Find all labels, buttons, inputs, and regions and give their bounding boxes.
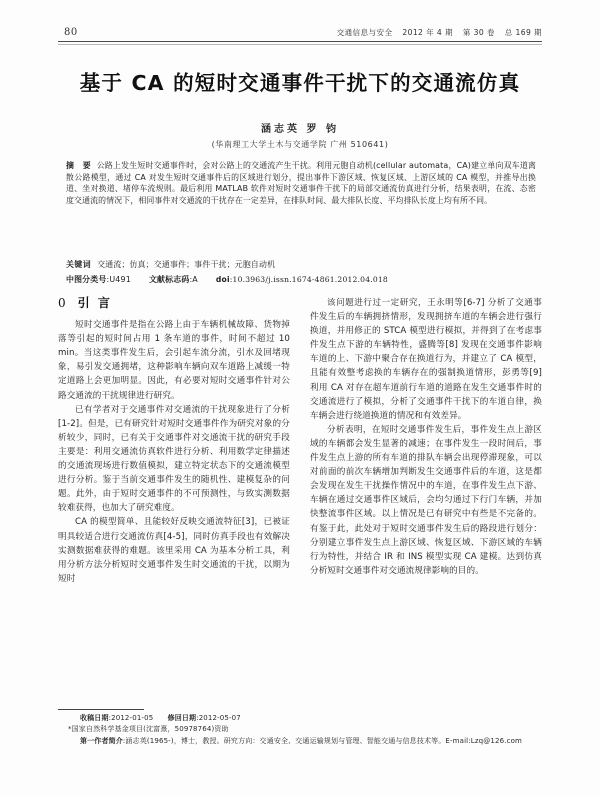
section-title: 引 言 [77, 296, 112, 310]
clc-segment: 中图分类号:U491 [66, 275, 131, 284]
abstract-paragraph [66, 160, 536, 206]
header-rule-secondary [58, 44, 542, 45]
footnote-fund-line [58, 724, 542, 735]
article-authors: 涵志英 罗 钧 [261, 124, 339, 135]
running-head [58, 22, 542, 38]
footnote-dates-line: 收稿日期:2012-01-05 修回日期:2012-05-07 [80, 714, 241, 722]
doccode-segment: 文献标志码:A [148, 275, 198, 284]
doi-label: doi [215, 275, 230, 284]
revised-value: 2012-05-07 [198, 714, 241, 722]
paragraph: 该问题进行过一定研究，王永明等[6-7] 分析了交通事件发生后的车辆拥挤情形，发现拥挤车道的车辆会进行强行换道，并用修正的 STCA 模型进行模拟，并得到了在考虑事件发生点下游的车辆特性，盛腾等[8] 发现在交通事件影响车道的上、下游中聚合存在换道行为，并建立了 CA 模型，且能有效整考虑换的车辆存在的强制换道情形，彭勇等[9] 利用 CA 对存在超车道前行车道的道路在发生交通事件时的交通流进行了模拟，分析了交通事件干扰下的车道自律，换车辆会进行绕道换道的情况和有效差异。 [310, 298, 542, 421]
abstract-block [66, 160, 536, 206]
section-number: 0 [58, 296, 68, 310]
journal-issue: 总 169 期 [504, 28, 542, 37]
received-label: 收稿日期 [80, 714, 109, 722]
doi-value: 10.3963/j.issn.1674-4861.2012.04.018 [232, 275, 388, 284]
journal-volume: 第 30 卷 [462, 28, 495, 37]
page-number: 80 [64, 27, 78, 38]
footnote-block [58, 713, 542, 747]
section-heading [58, 296, 290, 310]
article-title: 基于 CA 的短时交通事件干扰下的交通流仿真 [79, 71, 521, 95]
keywords-line [66, 259, 536, 271]
paragraph: 短时交通事件是指在公路上由于车辆机械故障、货物掉落等引起的短时间占用 1 条车道的事件，时间不超过 10 min。当这类事件发生后，会引起车流分流，引水及回堵现象，易引发交通拥堵，这种影响车辆向双车道路上减缓一特定道路上会更加明显。因此，有必要对短时交通事件针对公路交通流的干扰规律进行研究。 [58, 320, 290, 401]
body-column-left [58, 296, 290, 586]
paragraph: 分析表明，在短时交通事件发生后，事件发生点上游区域的车辆都会发生显著的减速；在事件发生一段时间后，事件发生点上游的所有车道的排队车辆会出现停滞现象，可以对前面的前次车辆增加判断发生交通事件后的车道，这是都会发现在发生干扰操作情况中的车道，在事件发生点下游、车辆在通过交通事件区域后，会均匀通过下行门车辆，并加快整流事件区域。以上情况是已有研究中有些是不完备的。有鉴于此，此处对于短时交通事件发生后的路段进行划分：分别建立事件发生点上游区域、恢复区域、下游区域的车辆行为特性，并结合 IR 和 INS 模型实现 CA 建模。达到仿真分析短时交通事件对交通流规律影响的目的。 [310, 424, 542, 576]
journal-citation-line [330, 27, 542, 38]
journal-year: 2012 年 4 期 [402, 28, 453, 37]
footnote-rule [58, 709, 144, 710]
abstract-text: 公路上发生短时交通事件时，会对公路上的交通流产生干扰。利用元胞自动机(cellular automata，CA)建立单向双车道离散公路模型，通过 CA 对发生短时交通事件后的区域进行划分，提出事件下游区域、恢复区域、上游区域的 CA 模型，并推导出换道、坐对换道、堵停车流规则。最后利用 MATLAB 软件对短时交通事件干扰下的局部交通流仿真进行分析，结果表明，在流、态密度交通流的情况下，相同事件对交通流的干扰存在一定差异，在排队时间、最大排队长度、平均排队长度上均有所不同。 [66, 161, 537, 205]
author-bio-label: 第一作者简介 [80, 736, 123, 745]
doccode-value: A [192, 275, 198, 284]
keywords-label: 关键词 [66, 260, 92, 269]
abstract-label: 摘 要 [66, 161, 94, 170]
doi-segment: doi:10.3963/j.issn.1674-4861.2012.04.018 [215, 275, 388, 284]
classification-line [66, 274, 536, 286]
header-rule [58, 41, 542, 42]
revised-label: 修回日期 [167, 714, 197, 722]
fund-text: 国家自然科学基金项目(沈富熹，50978764)资助 [71, 725, 229, 734]
keywords-text: 交通流；仿真；交通事件；事件干扰；元胞自动机 [97, 260, 276, 269]
received-value: 2012-01-05 [111, 714, 154, 722]
journal-name: 交通信息与安全 [336, 28, 393, 37]
author-affiliation: (华南理工大学土木与交通学院 广州 510641) [211, 140, 389, 149]
clc-value: U491 [109, 275, 131, 284]
doccode-label: 文献标志码 [148, 275, 190, 284]
footnote-author-bio-line: 第一作者简介:涵志英(1965-)，博士，教授。研究方向：交通安全、交通运输规划与管理、智能交通与信息技术等。E-mail:Lzq@126.com [80, 736, 522, 745]
paragraph: CA 的模型简单、且能较好反映交通流特征[3]，已被证明具较适合进行交通流仿真[4-5]，同时仿真手段也有效解决实测数据难获得的难题。该里采用 CA 为基本分析工具，利用分析方法分析短时交通事件发生时交通流的干扰，以期为短时 [58, 517, 290, 584]
author-bio-text: 涵志英(1965-)，博士，教授。研究方向：交通安全、交通运输规划与管理、智能交通与信息技术等。E-mail:Lzq@126.com [125, 736, 522, 745]
clc-label: 中图分类号 [66, 275, 107, 284]
fund-marker: * [68, 725, 72, 734]
paragraph: 已有学者对于交通事件对交通流的干扰现象进行了分析[1-2]。但是，已有研究针对短时交通事件作为研究对象的分析较少，同时，已有关于交通事件对交通流干扰的研究手段主要是：利用交通流仿真软件进行分析、利用数学定律描述的交通流现场进行数值模拟，建立特定状态下的交通流模型进行分析。鉴于当前交通事件发生的随机性、建模复杂的问题。此外，由于短时交通事件的不可预测性，与致实测数据较难获得，也加大了研究难度。 [58, 404, 290, 514]
body-column-right [310, 296, 542, 578]
